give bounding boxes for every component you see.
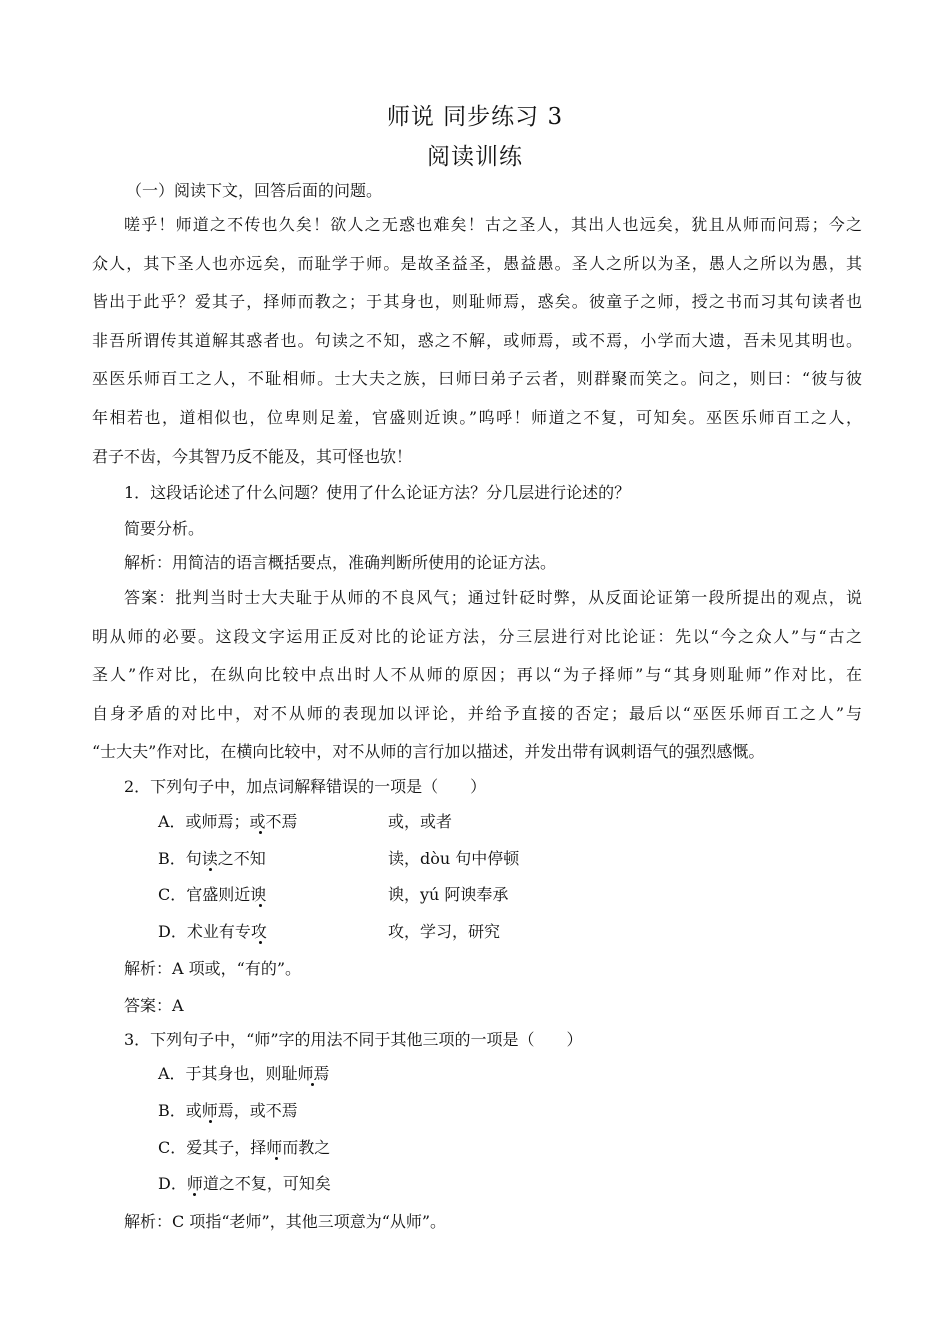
option-c: C．爱其子，择师而教之: [158, 1138, 331, 1157]
passage-line: 皆出于此乎？爱其子，择师而教之；于其身也，则耻师焉，惑矣。彼童子之师，授之书而习其句读者也: [92, 292, 862, 311]
passage-line: 君子不齿，今其智乃反不能及，其可怪也欤！: [92, 447, 413, 466]
option-c: C．官盛则近谀: [158, 885, 267, 904]
option-b-gloss: 读，dòu 句中停顿: [388, 849, 520, 868]
option-a-gloss: 或，或者: [388, 812, 453, 831]
option-d: D．师道之不复，可知矣: [158, 1174, 331, 1193]
passage-line: 非吾所谓传其道解其惑者也。句读之不知，惑之不解，或师焉，或不焉，小学而大遗，吾未见其明也。: [92, 331, 862, 350]
answer-line: 答案：批判当时士大夫耻于从师的不良风气；通过针砭时弊，从反面论证第一段所提出的观点，说: [124, 588, 862, 607]
answer-line: 明从师的必要。这段文字运用正反对比的论证方法，分三层进行对比论证：先以“今之众人”与“古之: [92, 627, 862, 646]
option-a: A．或师焉；或不焉: [158, 812, 298, 831]
question-2-answer: 答案：A: [124, 996, 184, 1015]
question-3-analysis: 解析：C 项指“老师”，其他三项意为“从师”。: [124, 1212, 447, 1231]
answer-line: 自身矛盾的对比中，对不从师的表现加以评论，并给予直接的否定；最后以“巫医乐师百工之人”与: [92, 704, 862, 723]
answer-line: 圣人”作对比，在纵向比较中点出时人不从师的原因；再以“为子择师”与“其身则耻师”作对比，在: [92, 665, 862, 684]
answer-line: “士大夫”作对比，在横向比较中，对不从师的言行加以描述，并发出带有讽刺语气的强烈感慨。: [92, 742, 765, 761]
question-1-hint: 简要分析。: [124, 519, 205, 538]
question-1-analysis: 解析：用简洁的语言概括要点，准确判断所使用的论证方法。: [124, 553, 557, 572]
section-heading: （一）阅读下文，回答后面的问题。: [126, 181, 383, 200]
option-b: B．或师焉，或不焉: [158, 1101, 298, 1120]
passage-line: 嗟乎！师道之不传也久矣！欲人之无惑也难矣！古之圣人，其出人也远矣，犹且从师而问焉；今之: [124, 215, 862, 234]
question-2: 2．下列句子中，加点词解释错误的一项是（ ）: [124, 777, 487, 796]
question-1: 1．这段话论述了什么问题？使用了什么论证方法？分几层进行论述的？: [124, 483, 631, 502]
question-2-analysis: 解析：A 项或，“有的”。: [124, 959, 302, 978]
option-b: B．句读之不知: [158, 849, 266, 868]
question-3: 3．下列句子中，“师”字的用法不同于其他三项的一项是（ ）: [124, 1030, 583, 1049]
option-d-gloss: 攻，学习，研究: [388, 922, 501, 941]
option-d: D．术业有专攻: [158, 922, 267, 941]
page-title: 师说 同步练习 3: [386, 104, 564, 130]
page-subtitle: 阅读训练: [427, 144, 523, 170]
passage-line: 年相若也，道相似也，位卑则足羞，官盛则近谀。”呜呼！师道之不复，可知矣。巫医乐师百工之人，: [92, 408, 862, 427]
option-a: A．于其身也，则耻师焉: [158, 1064, 330, 1083]
option-c-gloss: 谀，yú 阿谀奉承: [388, 885, 509, 904]
passage-line: 众人，其下圣人也亦远矣，而耻学于师。是故圣益圣，愚益愚。圣人之所以为圣，愚人之所以为愚，其: [92, 254, 862, 273]
passage-line: 巫医乐师百工之人，不耻相师。士大夫之族，曰师曰弟子云者，则群聚而笑之。问之，则曰：“彼与彼: [92, 369, 862, 388]
